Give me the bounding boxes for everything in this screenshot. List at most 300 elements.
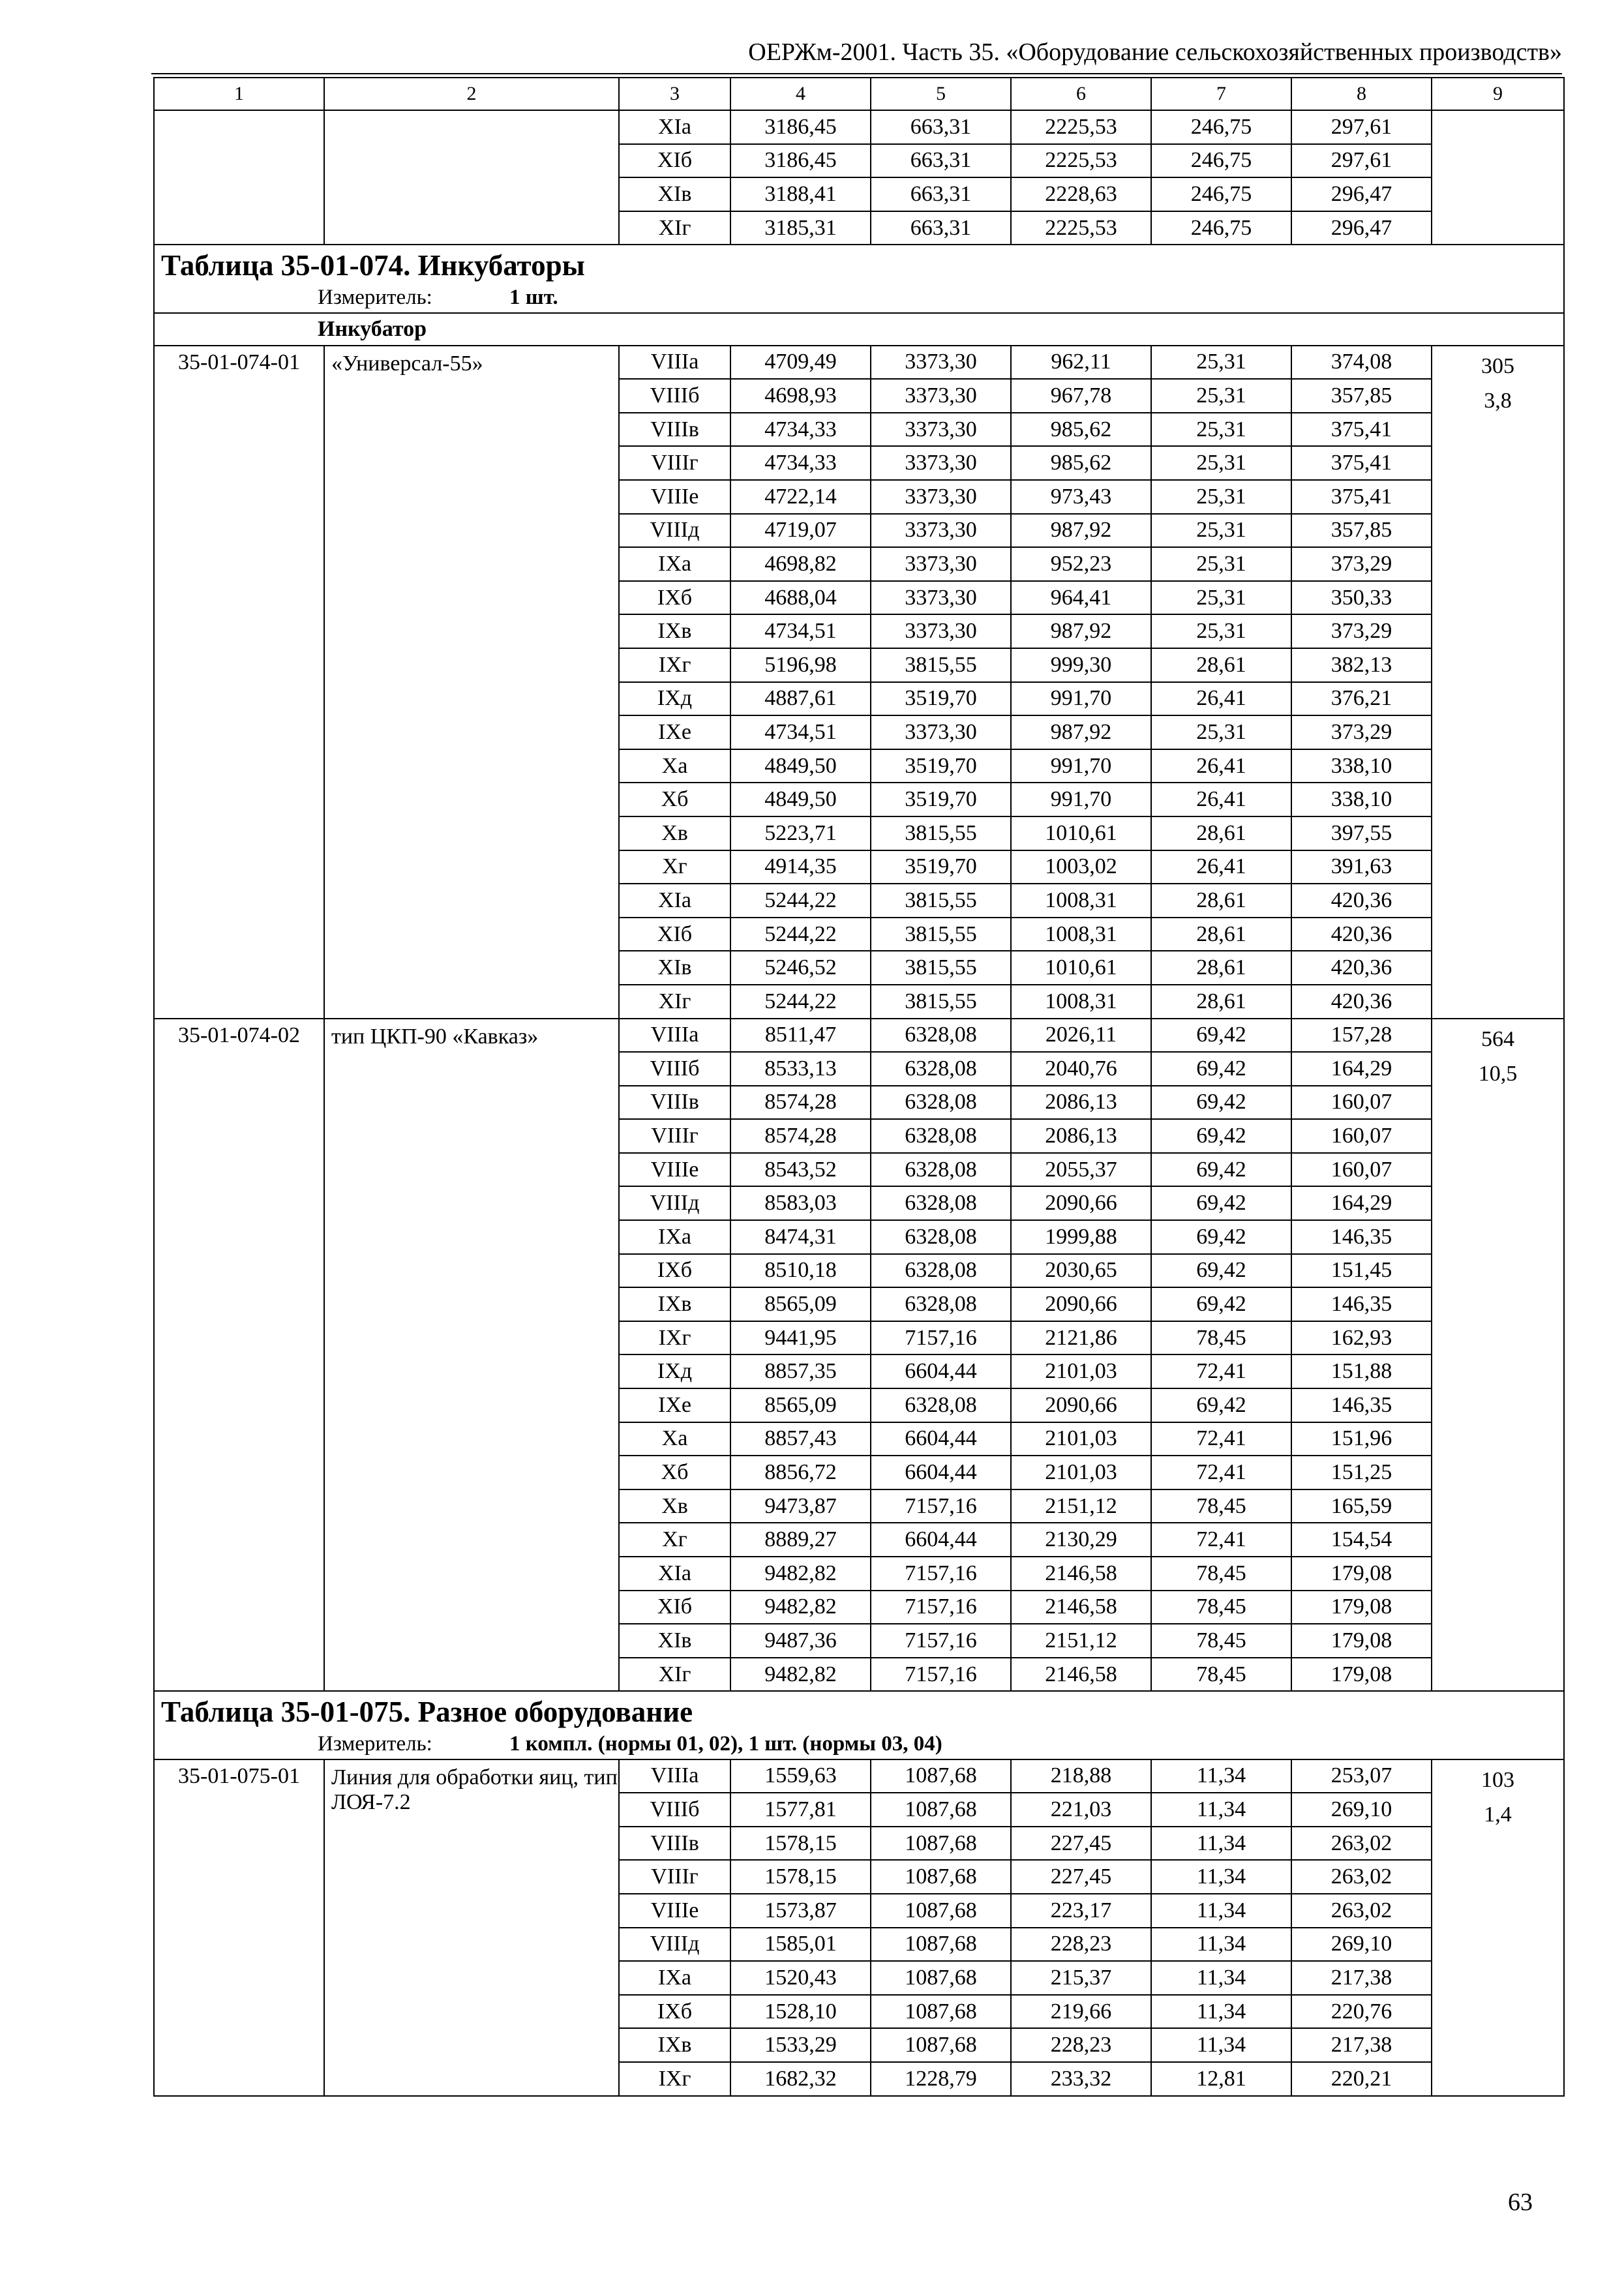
value-cell: 3186,45 (730, 110, 871, 144)
value-cell: 3373,30 (871, 547, 1011, 581)
value-cell: 7157,16 (871, 1624, 1011, 1658)
table-title-row (154, 1691, 1564, 1759)
value-cell: 375,41 (1291, 446, 1432, 480)
zone-cell: VIIIг (619, 446, 730, 480)
value-cell: 9487,36 (730, 1624, 871, 1658)
zone-cell: IXг (619, 1321, 730, 1355)
zone-cell: XIа (619, 110, 730, 144)
item-extra (1432, 1759, 1564, 2096)
value-cell: 25,31 (1151, 379, 1291, 413)
value-cell: 4887,61 (730, 682, 871, 716)
value-cell: 985,62 (1011, 446, 1151, 480)
value-cell: 3185,31 (730, 211, 871, 245)
value-cell: 11,34 (1151, 2028, 1291, 2062)
value-cell: 8510,18 (730, 1254, 871, 1288)
value-cell: 218,88 (1011, 1759, 1151, 1793)
zone-cell: Xг (619, 1523, 730, 1557)
value-cell: 375,41 (1291, 413, 1432, 447)
value-cell: 69,42 (1151, 1186, 1291, 1220)
item-name: тип ЦКП-90 «Кавказ» (324, 1019, 619, 1692)
zone-cell: VIIIд (619, 1186, 730, 1220)
zone-cell: VIIIа (619, 1019, 730, 1053)
table-title-row (154, 245, 1564, 312)
value-cell: 1228,79 (871, 2062, 1011, 2096)
meter-label: Измеритель: (318, 285, 432, 309)
value-cell: 5244,22 (730, 884, 871, 918)
value-cell: 4734,51 (730, 715, 871, 749)
value-cell: 6328,08 (871, 1086, 1011, 1120)
value-cell: 26,41 (1151, 783, 1291, 816)
value-cell: 4849,50 (730, 783, 871, 816)
value-cell: 25,31 (1151, 446, 1291, 480)
value-cell: 663,31 (871, 110, 1011, 144)
zone-cell: VIIIд (619, 1928, 730, 1962)
value-cell: 1010,61 (1011, 816, 1151, 850)
value-cell: 179,08 (1291, 1658, 1432, 1692)
value-cell: 6328,08 (871, 1153, 1011, 1187)
value-cell: 962,11 (1011, 346, 1151, 380)
value-cell: 9441,95 (730, 1321, 871, 1355)
value-cell: 8543,52 (730, 1153, 871, 1187)
zone-cell: VIIIг (619, 1860, 730, 1894)
column-number: 9 (1432, 78, 1564, 110)
zone-cell: Xв (619, 816, 730, 850)
value-cell: 228,23 (1011, 1928, 1151, 1962)
zone-cell: IXа (619, 547, 730, 581)
zone-cell: IXа (619, 1220, 730, 1254)
value-cell: 2146,58 (1011, 1658, 1151, 1692)
table-title: Таблица 35-01-074. Инкубаторы (161, 249, 585, 282)
value-cell: 4734,33 (730, 446, 871, 480)
zone-cell: VIIIа (619, 346, 730, 380)
value-cell: 5196,98 (730, 648, 871, 682)
value-cell: 8533,13 (730, 1052, 871, 1086)
value-cell: 2101,03 (1011, 1456, 1151, 1489)
value-cell: 373,29 (1291, 715, 1432, 749)
subheading-row (154, 313, 1564, 346)
item-extra (1432, 346, 1564, 1019)
value-cell: 2146,58 (1011, 1591, 1151, 1624)
value-cell: 6328,08 (871, 1287, 1011, 1321)
value-cell: 6604,44 (871, 1456, 1011, 1489)
value-cell: 3373,30 (871, 581, 1011, 615)
value-cell: 28,61 (1151, 985, 1291, 1019)
value-cell: 2225,53 (1011, 110, 1151, 144)
zone-cell: XIа (619, 884, 730, 918)
value-cell: 25,31 (1151, 514, 1291, 548)
value-cell: 6328,08 (871, 1186, 1011, 1220)
page-number: 63 (1508, 2189, 1533, 2216)
value-cell: 1682,32 (730, 2062, 871, 2096)
zone-cell: IXб (619, 1254, 730, 1288)
value-cell: 151,88 (1291, 1354, 1432, 1388)
value-cell: 233,32 (1011, 2062, 1151, 2096)
value-cell: 25,31 (1151, 614, 1291, 648)
value-cell: 8583,03 (730, 1186, 871, 1220)
zone-cell: IXд (619, 1354, 730, 1388)
value-cell: 1087,68 (871, 1827, 1011, 1861)
value-cell: 69,42 (1151, 1086, 1291, 1120)
value-cell: 160,07 (1291, 1119, 1432, 1153)
item-extra-value: 564 (1481, 1026, 1514, 1051)
zone-cell: Xб (619, 783, 730, 816)
value-cell: 253,07 (1291, 1759, 1432, 1793)
value-cell: 973,43 (1011, 480, 1151, 514)
value-cell: 2086,13 (1011, 1086, 1151, 1120)
value-cell: 3373,30 (871, 715, 1011, 749)
item-extra (1432, 1019, 1564, 1692)
value-cell: 146,35 (1291, 1388, 1432, 1422)
value-cell: 165,59 (1291, 1489, 1432, 1523)
value-cell: 3373,30 (871, 614, 1011, 648)
meter-value: 1 шт. (509, 285, 558, 309)
value-cell: 3186,45 (730, 144, 871, 178)
zone-cell: XIв (619, 1624, 730, 1658)
zone-cell: Xв (619, 1489, 730, 1523)
table-title-cell (154, 1691, 1564, 1759)
value-cell: 1087,68 (871, 2028, 1011, 2062)
page-header: ОЕРЖм-2001. Часть 35. «Оборудование сельскохозяйственных производств» (748, 38, 1562, 66)
zone-cell: VIIIг (619, 1119, 730, 1153)
value-cell: 7157,16 (871, 1658, 1011, 1692)
value-cell: 1087,68 (871, 1995, 1011, 2029)
value-cell: 2101,03 (1011, 1354, 1151, 1388)
value-cell: 4698,93 (730, 379, 871, 413)
value-cell: 3815,55 (871, 985, 1011, 1019)
value-cell: 391,63 (1291, 850, 1432, 884)
value-cell: 5244,22 (730, 918, 871, 951)
value-cell: 297,61 (1291, 110, 1432, 144)
value-cell: 374,08 (1291, 346, 1432, 380)
value-cell: 1087,68 (871, 1894, 1011, 1928)
value-cell: 69,42 (1151, 1220, 1291, 1254)
value-cell: 991,70 (1011, 783, 1151, 816)
value-cell: 8574,28 (730, 1086, 871, 1120)
zone-cell: IXе (619, 715, 730, 749)
value-cell: 246,75 (1151, 177, 1291, 211)
value-cell: 967,78 (1011, 379, 1151, 413)
meter-label: Измеритель: (318, 1731, 432, 1756)
value-cell: 269,10 (1291, 1793, 1432, 1827)
zone-cell: VIIIе (619, 480, 730, 514)
value-cell: 2086,13 (1011, 1119, 1151, 1153)
item-name: Линия для обработки яиц, тип ЛОЯ-7.2 (324, 1759, 619, 2096)
value-cell: 3815,55 (871, 648, 1011, 682)
value-cell: 2090,66 (1011, 1186, 1151, 1220)
value-cell: 1008,31 (1011, 985, 1151, 1019)
item-extra-value: 103 (1481, 1767, 1514, 1792)
value-cell: 78,45 (1151, 1658, 1291, 1692)
value-cell: 2121,86 (1011, 1321, 1151, 1355)
value-cell: 1577,81 (730, 1793, 871, 1827)
value-cell: 2146,58 (1011, 1557, 1151, 1591)
zone-cell: IXг (619, 648, 730, 682)
value-cell: 78,45 (1151, 1321, 1291, 1355)
zone-cell: IXг (619, 2062, 730, 2096)
value-cell: 3815,55 (871, 884, 1011, 918)
zone-cell: XIб (619, 144, 730, 178)
value-cell: 28,61 (1151, 918, 1291, 951)
value-cell: 373,29 (1291, 547, 1432, 581)
value-cell: 26,41 (1151, 682, 1291, 716)
zone-cell: Xг (619, 850, 730, 884)
value-cell: 28,61 (1151, 884, 1291, 918)
value-cell: 4914,35 (730, 850, 871, 884)
value-cell: 4688,04 (730, 581, 871, 615)
value-cell: 217,38 (1291, 2028, 1432, 2062)
value-cell: 3815,55 (871, 816, 1011, 850)
value-cell: 154,54 (1291, 1523, 1432, 1557)
value-cell: 7157,16 (871, 1321, 1011, 1355)
value-cell: 985,62 (1011, 413, 1151, 447)
column-number: 3 (619, 78, 730, 110)
value-cell: 69,42 (1151, 1119, 1291, 1153)
value-cell: 3815,55 (871, 918, 1011, 951)
value-cell: 160,07 (1291, 1153, 1432, 1187)
value-cell: 357,85 (1291, 379, 1432, 413)
value-cell: 987,92 (1011, 514, 1151, 548)
value-cell: 78,45 (1151, 1591, 1291, 1624)
value-cell: 991,70 (1011, 682, 1151, 716)
value-cell: 162,93 (1291, 1321, 1432, 1355)
value-cell: 9482,82 (730, 1557, 871, 1591)
value-cell: 373,29 (1291, 614, 1432, 648)
name-cell (324, 110, 619, 245)
zone-cell: XIг (619, 211, 730, 245)
value-cell: 28,61 (1151, 816, 1291, 850)
value-cell: 663,31 (871, 177, 1011, 211)
value-cell: 228,23 (1011, 2028, 1151, 2062)
item-code: 35-01-074-02 (154, 1019, 324, 1692)
zone-cell: VIIIб (619, 379, 730, 413)
value-cell: 72,41 (1151, 1523, 1291, 1557)
value-cell: 11,34 (1151, 1894, 1291, 1928)
value-cell: 1585,01 (730, 1928, 871, 1962)
value-cell: 221,03 (1011, 1793, 1151, 1827)
value-cell: 78,45 (1151, 1557, 1291, 1591)
value-cell: 8565,09 (730, 1287, 871, 1321)
table-title: Таблица 35-01-075. Разное оборудование (161, 1696, 693, 1729)
value-cell: 375,41 (1291, 480, 1432, 514)
value-cell: 1533,29 (730, 2028, 871, 2062)
value-cell: 2225,53 (1011, 211, 1151, 245)
item-code: 35-01-075-01 (154, 1759, 324, 2096)
column-number: 4 (730, 78, 871, 110)
value-cell: 3373,30 (871, 480, 1011, 514)
value-cell: 179,08 (1291, 1624, 1432, 1658)
value-cell: 964,41 (1011, 581, 1151, 615)
value-cell: 269,10 (1291, 1928, 1432, 1962)
value-cell: 3815,55 (871, 951, 1011, 985)
value-cell: 397,55 (1291, 816, 1432, 850)
zone-cell: VIIIа (619, 1759, 730, 1793)
value-cell: 69,42 (1151, 1052, 1291, 1086)
value-cell: 6604,44 (871, 1523, 1011, 1557)
zone-cell: XIа (619, 1557, 730, 1591)
table-title-cell (154, 245, 1564, 312)
value-cell: 8857,43 (730, 1422, 871, 1456)
value-cell: 3373,30 (871, 379, 1011, 413)
value-cell: 382,13 (1291, 648, 1432, 682)
value-cell: 12,81 (1151, 2062, 1291, 2096)
value-cell: 1559,63 (730, 1759, 871, 1793)
zone-cell: IXб (619, 1995, 730, 2029)
value-cell: 7157,16 (871, 1489, 1011, 1523)
value-cell: 220,76 (1291, 1995, 1432, 2029)
value-cell: 376,21 (1291, 682, 1432, 716)
value-cell: 4734,51 (730, 614, 871, 648)
value-cell: 69,42 (1151, 1153, 1291, 1187)
value-cell: 263,02 (1291, 1827, 1432, 1861)
value-cell: 987,92 (1011, 614, 1151, 648)
value-cell: 2228,63 (1011, 177, 1151, 211)
value-cell: 1573,87 (730, 1894, 871, 1928)
zone-cell: Xб (619, 1456, 730, 1489)
value-cell: 1008,31 (1011, 884, 1151, 918)
value-cell: 5223,71 (730, 816, 871, 850)
value-cell: 11,34 (1151, 1928, 1291, 1962)
value-cell: 2040,76 (1011, 1052, 1151, 1086)
value-cell: 2151,12 (1011, 1489, 1151, 1523)
value-cell: 3373,30 (871, 446, 1011, 480)
value-cell: 25,31 (1151, 715, 1291, 749)
table-row (154, 1759, 1564, 1793)
value-cell: 26,41 (1151, 850, 1291, 884)
value-cell: 227,45 (1011, 1827, 1151, 1861)
value-cell: 2225,53 (1011, 144, 1151, 178)
value-cell: 8856,72 (730, 1456, 871, 1489)
value-cell: 8511,47 (730, 1019, 871, 1053)
value-cell: 4709,49 (730, 346, 871, 380)
value-cell: 2090,66 (1011, 1287, 1151, 1321)
value-cell: 160,07 (1291, 1086, 1432, 1120)
value-cell: 11,34 (1151, 1995, 1291, 2029)
value-cell: 78,45 (1151, 1489, 1291, 1523)
value-cell: 297,61 (1291, 144, 1432, 178)
value-cell: 420,36 (1291, 951, 1432, 985)
value-cell: 8574,28 (730, 1119, 871, 1153)
value-cell: 1528,10 (730, 1995, 871, 2029)
table-body (154, 78, 1564, 2096)
value-cell: 2055,37 (1011, 1153, 1151, 1187)
value-cell: 296,47 (1291, 177, 1432, 211)
value-cell: 3519,70 (871, 749, 1011, 783)
value-cell: 1087,68 (871, 1759, 1011, 1793)
zone-cell: XIб (619, 1591, 730, 1624)
value-cell: 219,66 (1011, 1995, 1151, 2029)
value-cell: 4719,07 (730, 514, 871, 548)
value-cell: 1087,68 (871, 1860, 1011, 1894)
zone-cell: VIIIд (619, 514, 730, 548)
value-cell: 72,41 (1151, 1354, 1291, 1388)
value-cell: 1578,15 (730, 1827, 871, 1861)
column-number: 7 (1151, 78, 1291, 110)
value-cell: 2130,29 (1011, 1523, 1151, 1557)
value-cell: 246,75 (1151, 211, 1291, 245)
table-row (154, 110, 1564, 144)
value-cell: 69,42 (1151, 1254, 1291, 1288)
zone-cell: XIв (619, 177, 730, 211)
subheading: Инкубатор (154, 313, 1564, 346)
value-cell: 246,75 (1151, 144, 1291, 178)
value-cell: 3519,70 (871, 783, 1011, 816)
value-cell: 2151,12 (1011, 1624, 1151, 1658)
value-cell: 220,21 (1291, 2062, 1432, 2096)
value-cell: 7157,16 (871, 1557, 1011, 1591)
code-cell (154, 110, 324, 245)
column-number-row (154, 78, 1564, 110)
meter-value: 1 компл. (нормы 01, 02), 1 шт. (нормы 03, 04) (509, 1731, 942, 1756)
column-number: 8 (1291, 78, 1432, 110)
value-cell: 223,17 (1011, 1894, 1151, 1928)
value-cell: 3373,30 (871, 514, 1011, 548)
value-cell: 151,96 (1291, 1422, 1432, 1456)
value-cell: 263,02 (1291, 1860, 1432, 1894)
zone-cell: VIIIе (619, 1153, 730, 1187)
value-cell: 9482,82 (730, 1658, 871, 1692)
item-extra-value: 3,8 (1484, 388, 1512, 413)
zone-cell: VIIIб (619, 1793, 730, 1827)
value-cell: 164,29 (1291, 1186, 1432, 1220)
value-cell: 338,10 (1291, 749, 1432, 783)
value-cell: 350,33 (1291, 581, 1432, 615)
value-cell: 11,34 (1151, 1793, 1291, 1827)
value-cell: 1003,02 (1011, 850, 1151, 884)
table-row (154, 1019, 1564, 1053)
zone-cell: XIв (619, 951, 730, 985)
value-cell: 338,10 (1291, 783, 1432, 816)
value-cell: 217,38 (1291, 1961, 1432, 1995)
value-cell: 8857,35 (730, 1354, 871, 1388)
value-cell: 263,02 (1291, 1894, 1432, 1928)
value-cell: 1087,68 (871, 1793, 1011, 1827)
value-cell: 1520,43 (730, 1961, 871, 1995)
zone-cell: Xа (619, 1422, 730, 1456)
zone-cell: IXд (619, 682, 730, 716)
column-number: 5 (871, 78, 1011, 110)
value-cell: 11,34 (1151, 1860, 1291, 1894)
column-number: 6 (1011, 78, 1151, 110)
value-cell: 11,34 (1151, 1961, 1291, 1995)
value-cell: 4698,82 (730, 547, 871, 581)
value-cell: 1087,68 (871, 1961, 1011, 1995)
rates-table (153, 77, 1565, 2097)
zone-cell: VIIIе (619, 1894, 730, 1928)
value-cell: 6328,08 (871, 1220, 1011, 1254)
value-cell: 151,25 (1291, 1456, 1432, 1489)
value-cell: 69,42 (1151, 1287, 1291, 1321)
value-cell: 2090,66 (1011, 1388, 1151, 1422)
value-cell: 146,35 (1291, 1220, 1432, 1254)
value-cell: 8474,31 (730, 1220, 871, 1254)
zone-cell: IXв (619, 614, 730, 648)
extra-cell (1432, 110, 1564, 245)
value-cell: 157,28 (1291, 1019, 1432, 1053)
value-cell: 420,36 (1291, 884, 1432, 918)
value-cell: 3519,70 (871, 682, 1011, 716)
value-cell: 6328,08 (871, 1388, 1011, 1422)
value-cell: 164,29 (1291, 1052, 1432, 1086)
value-cell: 69,42 (1151, 1388, 1291, 1422)
value-cell: 4722,14 (730, 480, 871, 514)
value-cell: 9482,82 (730, 1591, 871, 1624)
value-cell: 2026,11 (1011, 1019, 1151, 1053)
value-cell: 6604,44 (871, 1354, 1011, 1388)
value-cell: 25,31 (1151, 413, 1291, 447)
value-cell: 3373,30 (871, 413, 1011, 447)
value-cell: 5244,22 (730, 985, 871, 1019)
column-number: 1 (154, 78, 324, 110)
